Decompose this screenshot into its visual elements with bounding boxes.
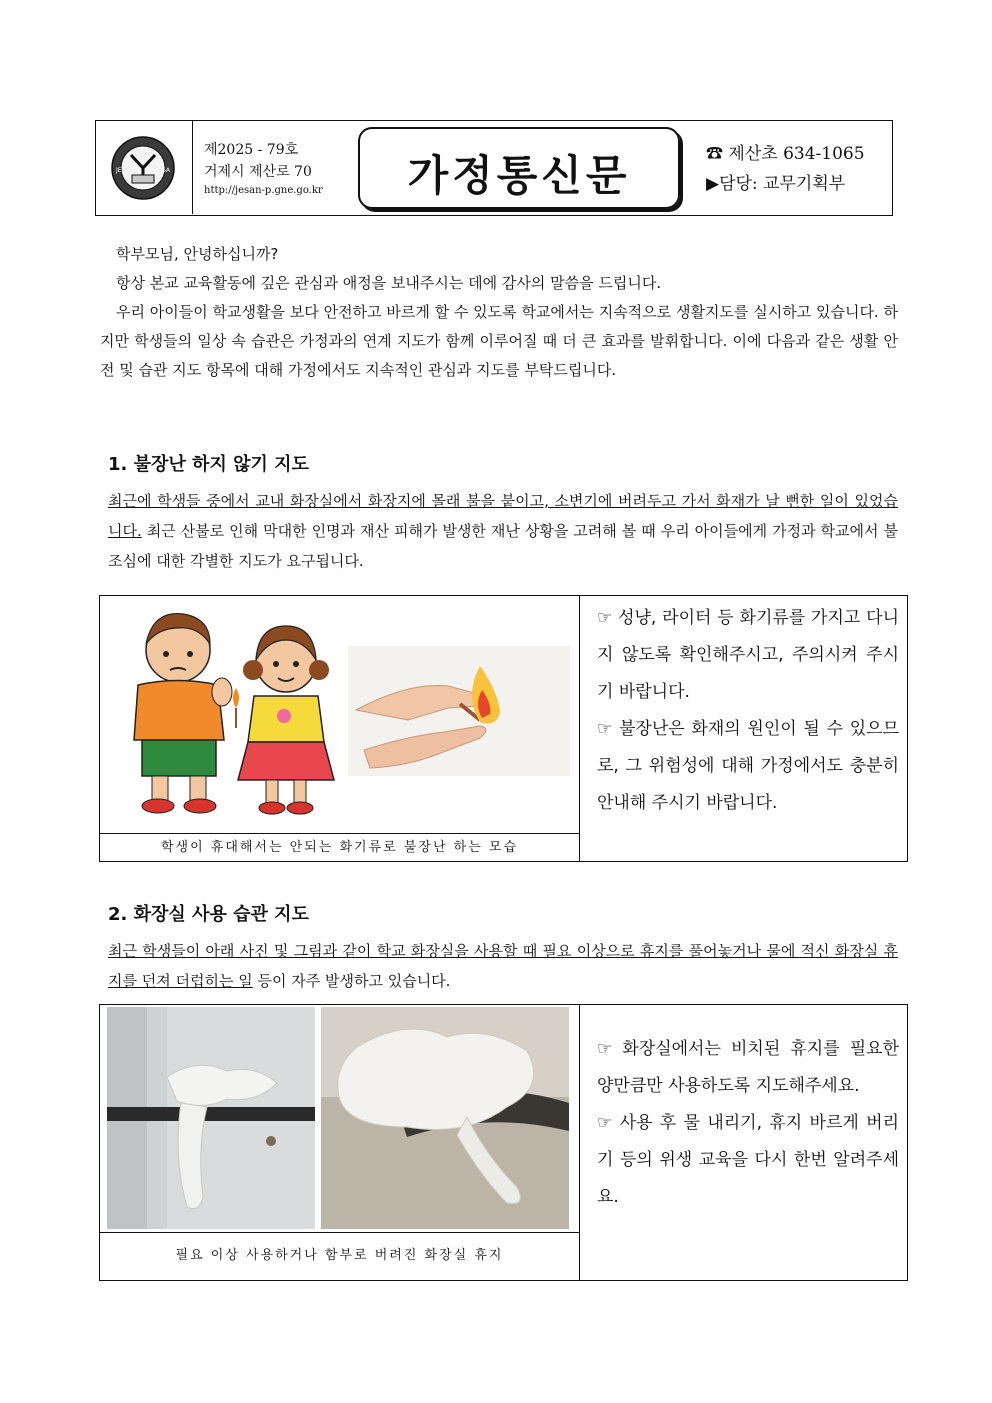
section1-notes <box>597 600 899 822</box>
lighting-match-photo <box>348 646 570 776</box>
intro-greeting: 학부모님, 안녕하십니까? <box>116 245 279 263</box>
section1-caption: 학생이 휴대해서는 안되는 화기류로 불장난 하는 모습 <box>100 833 579 862</box>
girl-figure <box>233 626 334 814</box>
page-title: 가정통신문 <box>407 151 631 200</box>
issue-number: 제2025 - 79호 <box>204 142 299 158</box>
stall-door-photo <box>107 1007 315 1229</box>
section1-underlined: 최근에 학생들 중에서 교내 화장실에서 화장지에 몰래 불을 붙이고, 소변기에 버려두고 가서 화재가 날 뻔한 일이 있었습니다. <box>108 492 898 540</box>
fire-play-illustration <box>108 600 570 830</box>
phone-number: ☎ 제산초 634-1065 <box>706 144 865 164</box>
school-emblem-logo <box>110 135 176 201</box>
svg-text:SA: SA <box>162 167 171 174</box>
section1-title: 1. 불장난 하지 않기 지도 <box>108 454 309 475</box>
paper-dispenser-photo <box>321 1007 569 1229</box>
department: ▶담당: 교무기획부 <box>706 174 846 194</box>
section2-note1: ☞ 화장실에서는 비치된 휴지를 필요한 양만큼만 사용하도록 지도해주세요. <box>597 1039 899 1096</box>
logo-cell <box>96 121 193 214</box>
section2-underlined: 최근 학생들이 아래 사진 및 그림과 같이 학교 화장실을 사용할 때 필요 이상으로 휴지를 풀어놓거나 물에 적신 화장실 휴지를 던져 더럽히는 일 <box>108 942 898 990</box>
section2-image-cell <box>100 1005 580 1280</box>
newsletter-header <box>95 120 893 216</box>
school-address: 거제시 제산로 70 <box>204 164 312 180</box>
section1-rest: 최근 산불로 인해 막대한 인명과 재산 피해가 발생한 재난 상황을 고려해 볼 때 우리 아이들에게 가정과 학교에서 불조심에 대한 각별한 지도가 요구됩니다. <box>108 522 898 570</box>
school-url[interactable]: http://jesan-p.gne.go.kr <box>204 185 323 196</box>
issue-info <box>204 139 323 199</box>
title-box <box>358 127 680 209</box>
section2-box <box>99 1004 908 1281</box>
section2-body <box>108 936 898 996</box>
intro-body: 우리 아이들이 학교생활을 보다 안전하고 바르게 할 수 있도록 학교에서는 지속적으로 생활지도를 실시하고 있습니다. 하지만 학생들의 일상 속 습관은 가정과의 연계 지도가 함께 이루어질 때 더 큰 효과를 발휘합니다. 이에 다음과 같은 생활 안전 및 습관 지도 항목에 대해 가정에서도 지속적인 관심과 지도를 부탁드립니다. <box>100 303 898 379</box>
section2-title: 2. 화장실 사용 습관 지도 <box>108 904 309 925</box>
section2-rest: 등이 자주 발생하고 있습니다. <box>252 972 451 990</box>
section1-image-cell <box>100 596 580 861</box>
section2-notes <box>597 1031 899 1216</box>
intro-thanks: 항상 본교 교육활동에 깊은 관심과 애정을 보내주시는 데에 감사의 말씀을 드립니다. <box>116 274 662 292</box>
section1-note1: ☞ 성냥, 라이터 등 화기류를 가지고 다니지 않도록 확인해주시고, 주의시켜 주시기 바랍니다. <box>597 608 899 702</box>
intro-text <box>100 240 898 385</box>
svg-text:JE: JE <box>116 167 122 174</box>
section2-note2: ☞ 사용 후 물 내리기, 휴지 바르게 버리기 등의 위생 교육을 다시 한번 알려주세요. <box>597 1113 899 1207</box>
section1-body <box>108 486 898 576</box>
section1-box <box>99 595 908 862</box>
section2-caption: 필요 이상 사용하거나 함부로 버려진 화장실 휴지 <box>100 1232 579 1281</box>
toilet-paper-photos <box>107 1007 569 1229</box>
boy-figure <box>134 614 232 813</box>
contact-info <box>706 139 865 199</box>
section1-note2: ☞ 불장난은 화재의 원인이 될 수 있으므로, 그 위험성에 대해 가정에서도 충분히 안내해 주시기 바랍니다. <box>597 719 899 813</box>
